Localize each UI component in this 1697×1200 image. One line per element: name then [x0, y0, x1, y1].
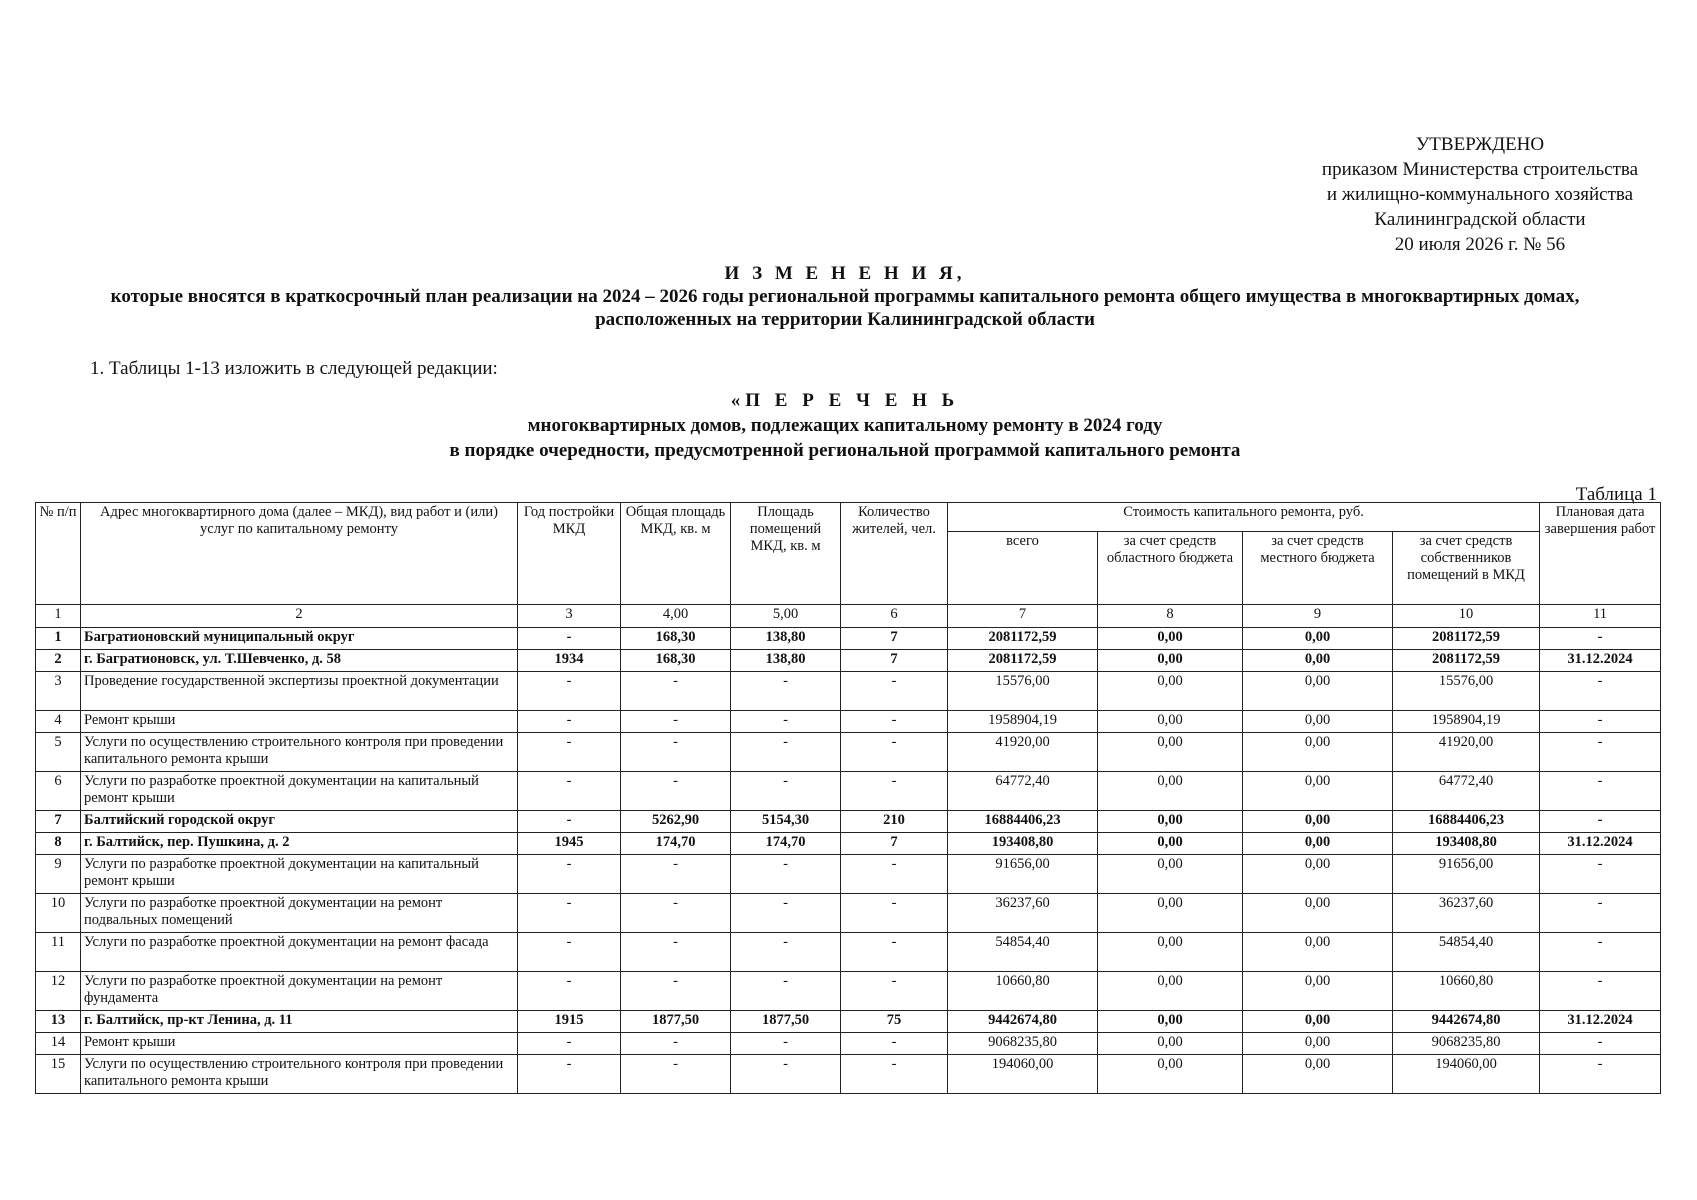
- row-number: 13: [36, 1011, 81, 1033]
- row-number: 9: [36, 855, 81, 894]
- column-number: 1: [36, 605, 81, 628]
- table-row: [36, 672, 1661, 711]
- row-total-area: -: [621, 894, 731, 933]
- row-total-area: 5262,90: [621, 811, 731, 833]
- header-cost-owners: за счет средств собственников помещений в МКД: [1393, 532, 1540, 605]
- row-residents: 7: [841, 833, 948, 855]
- table-row: [36, 1011, 1661, 1033]
- row-end-date: -: [1540, 733, 1661, 772]
- row-cost-owners: 194060,00: [1393, 1055, 1540, 1094]
- approval-line-1: УТВЕРЖДЕНО: [1415, 134, 1545, 155]
- row-address: Услуги по разработке проектной документации на ремонт подвальных помещений: [81, 894, 518, 933]
- row-number: 2: [36, 650, 81, 672]
- row-total-area: -: [621, 855, 731, 894]
- table-row: [36, 650, 1661, 672]
- row-cost-total: 2081172,59: [948, 650, 1098, 672]
- header-residents: Количество жителей, чел.: [841, 503, 948, 605]
- approval-line-5: 20 июля 2026 г. № 56: [1394, 234, 1566, 255]
- row-year: -: [518, 855, 621, 894]
- row-cost-owners: 1958904,19: [1393, 711, 1540, 733]
- table-row: [36, 933, 1661, 972]
- approval-line-3: и жилищно-коммунального хозяйства: [1326, 184, 1634, 205]
- row-cost-total: 1958904,19: [948, 711, 1098, 733]
- row-total-area: -: [621, 1033, 731, 1055]
- row-cost-total: 64772,40: [948, 772, 1098, 811]
- row-total-area: -: [621, 711, 731, 733]
- row-year: -: [518, 894, 621, 933]
- row-cost-total: 41920,00: [948, 733, 1098, 772]
- row-cost-total: 193408,80: [948, 833, 1098, 855]
- header-cost-regional: за счет средств областного бюджета: [1098, 532, 1243, 605]
- column-number: 5,00: [731, 605, 841, 628]
- table-body: [36, 628, 1661, 1094]
- table-row: [36, 855, 1661, 894]
- row-number: 7: [36, 811, 81, 833]
- row-total-area: -: [621, 972, 731, 1011]
- row-residents: -: [841, 1055, 948, 1094]
- row-cost-owners: 91656,00: [1393, 855, 1540, 894]
- row-number: 10: [36, 894, 81, 933]
- column-number-row: [36, 605, 1661, 628]
- row-cost-total: 91656,00: [948, 855, 1098, 894]
- document-heading: [55, 262, 1635, 331]
- table-row: [36, 894, 1661, 933]
- row-year: -: [518, 628, 621, 650]
- row-cost-regional: 0,00: [1098, 650, 1243, 672]
- row-cost-local: 0,00: [1243, 733, 1393, 772]
- list-subtitle-2: в порядке очередности, предусмотренной региональной программой капитального ремонта: [449, 440, 1241, 461]
- row-total-area: 1877,50: [621, 1011, 731, 1033]
- row-address: Проведение государственной экспертизы проектной документации: [81, 672, 518, 711]
- row-year: -: [518, 1055, 621, 1094]
- row-cost-owners: 193408,80: [1393, 833, 1540, 855]
- row-cost-local: 0,00: [1243, 1033, 1393, 1055]
- list-title: «П Е Р Е Ч Е Н Ь: [730, 390, 960, 411]
- row-address: Ремонт крыши: [81, 711, 518, 733]
- row-end-date: -: [1540, 855, 1661, 894]
- row-address: г. Балтийск, пр-кт Ленина, д. 11: [81, 1011, 518, 1033]
- row-premises-area: 5154,30: [731, 811, 841, 833]
- row-number: 6: [36, 772, 81, 811]
- row-premises-area: -: [731, 672, 841, 711]
- list-heading: [100, 388, 1590, 463]
- row-cost-regional: 0,00: [1098, 628, 1243, 650]
- row-cost-owners: 9442674,80: [1393, 1011, 1540, 1033]
- row-number: 4: [36, 711, 81, 733]
- table-row: [36, 733, 1661, 772]
- row-number: 12: [36, 972, 81, 1011]
- row-cost-local: 0,00: [1243, 711, 1393, 733]
- row-end-date: -: [1540, 711, 1661, 733]
- row-cost-owners: 16884406,23: [1393, 811, 1540, 833]
- row-premises-area: -: [731, 772, 841, 811]
- row-residents: -: [841, 772, 948, 811]
- column-number: 3: [518, 605, 621, 628]
- column-number: 6: [841, 605, 948, 628]
- row-cost-owners: 41920,00: [1393, 733, 1540, 772]
- row-year: 1915: [518, 1011, 621, 1033]
- table-row: [36, 1055, 1661, 1094]
- row-year: 1934: [518, 650, 621, 672]
- row-cost-regional: 0,00: [1098, 972, 1243, 1011]
- row-cost-regional: 0,00: [1098, 1033, 1243, 1055]
- row-year: -: [518, 972, 621, 1011]
- column-number: 7: [948, 605, 1098, 628]
- table-row: [36, 972, 1661, 1011]
- row-cost-local: 0,00: [1243, 833, 1393, 855]
- header-total-area: Общая площадь МКД, кв. м: [621, 503, 731, 605]
- row-cost-regional: 0,00: [1098, 811, 1243, 833]
- row-address: г. Балтийск, пер. Пушкина, д. 2: [81, 833, 518, 855]
- row-number: 14: [36, 1033, 81, 1055]
- row-cost-local: 0,00: [1243, 672, 1393, 711]
- column-number: 10: [1393, 605, 1540, 628]
- row-number: 15: [36, 1055, 81, 1094]
- row-total-area: 168,30: [621, 650, 731, 672]
- row-cost-owners: 36237,60: [1393, 894, 1540, 933]
- row-cost-local: 0,00: [1243, 772, 1393, 811]
- row-cost-local: 0,00: [1243, 1011, 1393, 1033]
- row-cost-regional: 0,00: [1098, 894, 1243, 933]
- row-residents: -: [841, 972, 948, 1011]
- table-row: [36, 811, 1661, 833]
- header-cost-local: за счет средств местного бюджета: [1243, 532, 1393, 605]
- row-residents: 210: [841, 811, 948, 833]
- row-cost-local: 0,00: [1243, 811, 1393, 833]
- row-address: Балтийский городской округ: [81, 811, 518, 833]
- intro-text: 1. Таблицы 1-13 изложить в следующей редакции:: [90, 358, 498, 379]
- column-number: 8: [1098, 605, 1243, 628]
- header-premises-area: Площадь помещений МКД, кв. м: [731, 503, 841, 605]
- row-end-date: -: [1540, 628, 1661, 650]
- row-cost-local: 0,00: [1243, 1055, 1393, 1094]
- row-total-area: -: [621, 1055, 731, 1094]
- row-cost-total: 36237,60: [948, 894, 1098, 933]
- row-cost-total: 54854,40: [948, 933, 1098, 972]
- row-residents: -: [841, 711, 948, 733]
- row-cost-regional: 0,00: [1098, 933, 1243, 972]
- row-end-date: -: [1540, 972, 1661, 1011]
- row-premises-area: 138,80: [731, 650, 841, 672]
- row-premises-area: -: [731, 1055, 841, 1094]
- row-cost-owners: 10660,80: [1393, 972, 1540, 1011]
- row-cost-total: 194060,00: [948, 1055, 1098, 1094]
- row-cost-local: 0,00: [1243, 855, 1393, 894]
- row-total-area: -: [621, 933, 731, 972]
- row-residents: -: [841, 933, 948, 972]
- row-end-date: -: [1540, 1033, 1661, 1055]
- row-cost-regional: 0,00: [1098, 1011, 1243, 1033]
- row-cost-total: 16884406,23: [948, 811, 1098, 833]
- row-cost-owners: 9068235,80: [1393, 1033, 1540, 1055]
- column-number: 4,00: [621, 605, 731, 628]
- row-address: Услуги по осуществлению строительного контроля при проведении капитального ремонта крыши: [81, 1055, 518, 1094]
- row-premises-area: 1877,50: [731, 1011, 841, 1033]
- row-cost-owners: 2081172,59: [1393, 628, 1540, 650]
- row-cost-total: 9068235,80: [948, 1033, 1098, 1055]
- row-address: Услуги по разработке проектной документации на капитальный ремонт крыши: [81, 855, 518, 894]
- row-end-date: -: [1540, 894, 1661, 933]
- column-number: 2: [81, 605, 518, 628]
- row-cost-local: 0,00: [1243, 933, 1393, 972]
- row-number: 1: [36, 628, 81, 650]
- row-cost-local: 0,00: [1243, 894, 1393, 933]
- row-premises-area: -: [731, 711, 841, 733]
- row-cost-local: 0,00: [1243, 628, 1393, 650]
- row-cost-regional: 0,00: [1098, 855, 1243, 894]
- row-premises-area: -: [731, 855, 841, 894]
- repair-table: [35, 502, 1661, 1094]
- approval-block: [1295, 132, 1665, 257]
- row-year: -: [518, 672, 621, 711]
- row-cost-regional: 0,00: [1098, 1055, 1243, 1094]
- row-address: Услуги по разработке проектной документации на ремонт фундамента: [81, 972, 518, 1011]
- row-cost-regional: 0,00: [1098, 833, 1243, 855]
- row-end-date: 31.12.2024: [1540, 1011, 1661, 1033]
- row-end-date: -: [1540, 933, 1661, 972]
- row-cost-total: 2081172,59: [948, 628, 1098, 650]
- row-end-date: 31.12.2024: [1540, 833, 1661, 855]
- approval-line-2: приказом Министерства строительства: [1321, 159, 1639, 180]
- row-year: -: [518, 733, 621, 772]
- header-end-date: Плановая дата завершения работ: [1540, 503, 1661, 605]
- row-premises-area: 138,80: [731, 628, 841, 650]
- row-number: 3: [36, 672, 81, 711]
- row-premises-area: -: [731, 894, 841, 933]
- row-year: -: [518, 1033, 621, 1055]
- row-premises-area: -: [731, 733, 841, 772]
- row-cost-local: 0,00: [1243, 650, 1393, 672]
- row-number: 5: [36, 733, 81, 772]
- row-total-area: 174,70: [621, 833, 731, 855]
- header-address: Адрес многоквартирного дома (далее – МКД), вид работ и (или) услуг по капитальному ремонту: [81, 503, 518, 605]
- row-cost-regional: 0,00: [1098, 711, 1243, 733]
- row-year: -: [518, 933, 621, 972]
- header-cost-total: всего: [948, 532, 1098, 605]
- row-premises-area: 174,70: [731, 833, 841, 855]
- table-row: [36, 772, 1661, 811]
- row-address: Услуги по разработке проектной документации на ремонт фасада: [81, 933, 518, 972]
- row-cost-regional: 0,00: [1098, 772, 1243, 811]
- row-address: Услуги по разработке проектной документации на капитальный ремонт крыши: [81, 772, 518, 811]
- row-total-area: 168,30: [621, 628, 731, 650]
- row-address: г. Багратионовск, ул. Т.Шевченко, д. 58: [81, 650, 518, 672]
- row-cost-owners: 64772,40: [1393, 772, 1540, 811]
- row-address: Багратионовский муниципальный округ: [81, 628, 518, 650]
- row-residents: 75: [841, 1011, 948, 1033]
- row-cost-total: 15576,00: [948, 672, 1098, 711]
- row-year: 1945: [518, 833, 621, 855]
- row-total-area: -: [621, 733, 731, 772]
- row-cost-owners: 54854,40: [1393, 933, 1540, 972]
- row-residents: 7: [841, 628, 948, 650]
- row-premises-area: -: [731, 972, 841, 1011]
- row-cost-owners: 2081172,59: [1393, 650, 1540, 672]
- header-cost-group: Стоимость капитального ремонта, руб.: [948, 503, 1540, 532]
- row-year: -: [518, 811, 621, 833]
- table-row: [36, 833, 1661, 855]
- row-cost-regional: 0,00: [1098, 733, 1243, 772]
- row-residents: -: [841, 1033, 948, 1055]
- heading-subtitle: которые вносятся в краткосрочный план реализации на 2024 – 2026 годы региональной программы капитального ремонта общего имущества в многоквартирных домах, расположенных на территории Калининградской области: [110, 286, 1580, 330]
- row-total-area: -: [621, 772, 731, 811]
- row-residents: -: [841, 672, 948, 711]
- row-number: 11: [36, 933, 81, 972]
- row-residents: -: [841, 894, 948, 933]
- table-row: [36, 711, 1661, 733]
- header-num: № п/п: [36, 503, 81, 605]
- row-residents: -: [841, 733, 948, 772]
- row-year: -: [518, 772, 621, 811]
- row-residents: -: [841, 855, 948, 894]
- header-year: Год постройки МКД: [518, 503, 621, 605]
- list-subtitle-1: многоквартирных домов, подлежащих капитальному ремонту в 2024 году: [527, 415, 1163, 436]
- row-total-area: -: [621, 672, 731, 711]
- row-end-date: -: [1540, 811, 1661, 833]
- row-cost-total: 10660,80: [948, 972, 1098, 1011]
- row-end-date: -: [1540, 672, 1661, 711]
- row-address: Услуги по осуществлению строительного контроля при проведении капитального ремонта крыши: [81, 733, 518, 772]
- row-end-date: -: [1540, 772, 1661, 811]
- column-number: 11: [1540, 605, 1661, 628]
- row-cost-owners: 15576,00: [1393, 672, 1540, 711]
- row-cost-local: 0,00: [1243, 972, 1393, 1011]
- row-cost-total: 9442674,80: [948, 1011, 1098, 1033]
- table-label: Таблица 1: [1575, 484, 1657, 505]
- row-address: Ремонт крыши: [81, 1033, 518, 1055]
- row-premises-area: -: [731, 933, 841, 972]
- approval-line-4: Калининградской области: [1374, 209, 1586, 230]
- row-end-date: 31.12.2024: [1540, 650, 1661, 672]
- row-year: -: [518, 711, 621, 733]
- row-cost-regional: 0,00: [1098, 672, 1243, 711]
- heading-title: И З М Е Н Е Н И Я,: [724, 263, 966, 284]
- table-row: [36, 628, 1661, 650]
- row-premises-area: -: [731, 1033, 841, 1055]
- row-end-date: -: [1540, 1055, 1661, 1094]
- row-residents: 7: [841, 650, 948, 672]
- column-number: 9: [1243, 605, 1393, 628]
- table-row: [36, 1033, 1661, 1055]
- row-number: 8: [36, 833, 81, 855]
